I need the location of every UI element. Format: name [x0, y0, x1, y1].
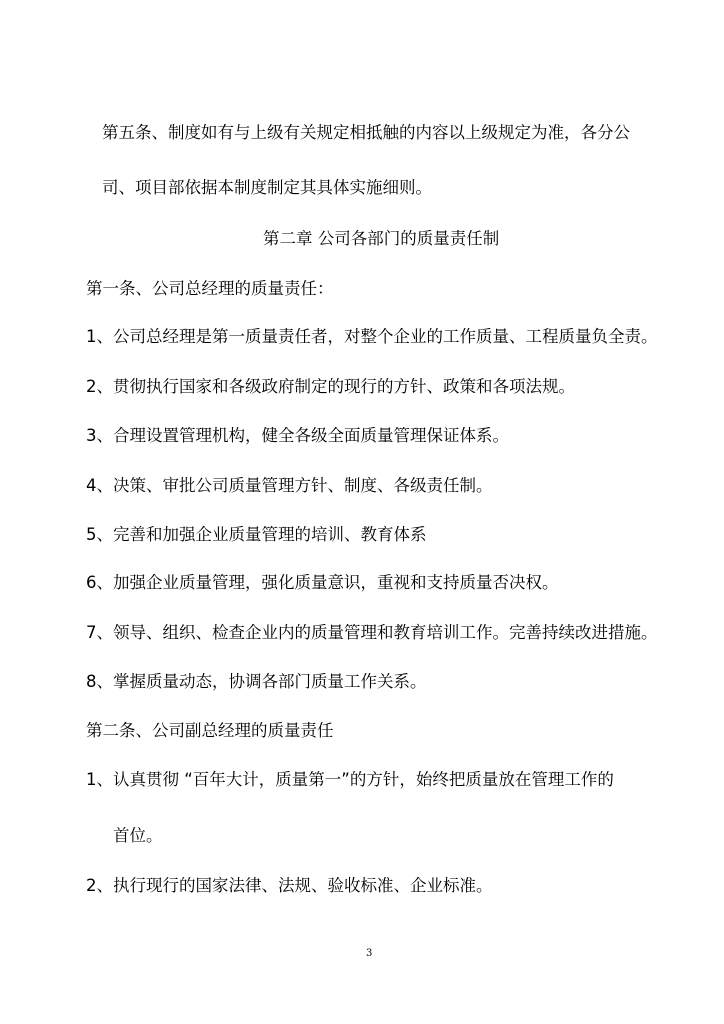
article-1-heading: 第一条、公司总经理的质量责任：	[86, 279, 334, 298]
article-1-item-1: 1、公司总经理是第一质量责任者，对整个企业的工作质量、工程质量负全责。	[86, 327, 658, 346]
page-number: 3	[366, 948, 373, 959]
article-1-item-8: 8、掌握质量动态，协调各部门质量工作关系。	[86, 672, 427, 691]
article-1-item-7: 7、领导、组织、检查企业内的质量管理和教育培训工作。完善持续改进措施。	[86, 623, 658, 642]
article-1-item-6: 6、加强企业质量管理，强化质量意识，重视和支持质量否决权。	[86, 573, 559, 592]
article-1-item-5: 5、完善和加强企业质量管理的培训、教育体系	[86, 525, 427, 544]
article-1-item-2: 2、贯彻执行国家和各级政府制定的现行的方针、政策和各项法规。	[86, 377, 575, 396]
article-2-item-1-line-2: 首位。	[113, 826, 163, 845]
article-1-item-4: 4、决策、审批公司质量管理方针、制度、各级责任制。	[86, 476, 493, 495]
article-5-line-1: 第五条、制度如有与上级有关规定相抵触的内容以上级规定为准，各分公	[102, 123, 630, 142]
article-2-item-2: 2、执行现行的国家法律、法规、验收标准、企业标准。	[86, 876, 493, 895]
article-2-item-1-line-1: 1、认真贯彻 “百年大计，质量第一”的方针，始终把质量放在管理工作的	[86, 770, 614, 789]
chapter-2-heading: 第二章 公司各部门的质量责任制	[263, 229, 500, 248]
article-5-line-2: 司、项目部依据本制度制定其具体实施细则。	[102, 178, 432, 197]
article-2-heading: 第二条、公司副总经理的质量责任	[86, 721, 334, 740]
article-1-item-3: 3、合理设置管理机构，健全各级全面质量管理保证体系。	[86, 426, 509, 445]
